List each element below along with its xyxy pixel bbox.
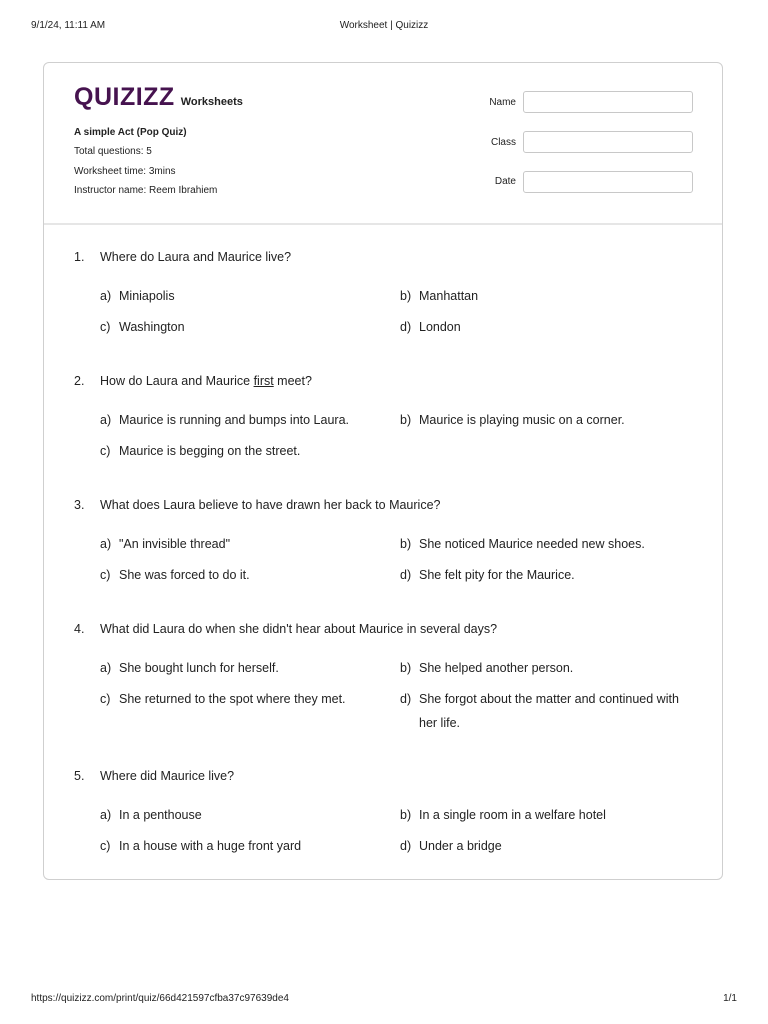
name-label: Name bbox=[489, 97, 516, 108]
option-text: In a penthouse bbox=[119, 808, 202, 822]
question-text: What does Laura believe to have drawn her back to Maurice? bbox=[100, 498, 441, 512]
option-text: She returned to the spot where they met. bbox=[119, 692, 346, 706]
option-c bbox=[100, 563, 390, 587]
option-d bbox=[400, 563, 700, 587]
print-page-count: 1/1 bbox=[723, 993, 737, 1004]
option-letter: a) bbox=[100, 537, 112, 551]
option-letter: a) bbox=[100, 661, 112, 675]
option-letter: d) bbox=[400, 568, 412, 582]
option-letter: a) bbox=[100, 289, 112, 303]
option-letter: d) bbox=[400, 839, 412, 853]
option-a bbox=[100, 408, 390, 432]
question-text-underlined: first bbox=[253, 374, 274, 388]
question-text: Where did Maurice live? bbox=[100, 769, 235, 783]
question-number: 3. bbox=[74, 498, 85, 512]
option-a bbox=[100, 656, 390, 680]
option-text: Manhattan bbox=[419, 289, 479, 303]
option-text: She felt pity for the Maurice. bbox=[419, 568, 575, 582]
question-text: What did Laura do when she didn't hear about Maurice in several days? bbox=[100, 622, 498, 636]
option-a bbox=[100, 532, 390, 556]
option-text: Maurice is running and bumps into Laura. bbox=[119, 413, 349, 427]
worksheet-header bbox=[44, 63, 722, 225]
option-text: In a house with a huge front yard bbox=[119, 839, 302, 853]
option-text: She was forced to do it. bbox=[119, 568, 250, 582]
option-b bbox=[400, 656, 700, 680]
option-a bbox=[100, 284, 390, 308]
option-d bbox=[400, 834, 700, 858]
brand bbox=[74, 83, 243, 112]
option-text: London bbox=[419, 320, 461, 334]
class-label: Class bbox=[490, 137, 516, 148]
option-a bbox=[100, 803, 390, 827]
option-text: She noticed Maurice needed new shoes. bbox=[419, 537, 645, 551]
option-b bbox=[400, 284, 700, 308]
option-letter: b) bbox=[400, 537, 412, 551]
option-b bbox=[400, 408, 700, 432]
question-text-before: How do Laura and Maurice bbox=[100, 374, 254, 388]
option-text: She forgot about the matter and continued with her life. bbox=[419, 692, 679, 730]
option-text: She bought lunch for herself. bbox=[119, 661, 279, 675]
print-url: https://quizizz.com/print/quiz/66d421597cfba37c97639de4 bbox=[31, 993, 289, 1004]
question-number: 4. bbox=[74, 622, 85, 636]
option-letter: b) bbox=[400, 808, 412, 822]
option-text: Maurice is begging on the street. bbox=[119, 444, 301, 458]
option-letter: b) bbox=[400, 289, 412, 303]
question-number: 2. bbox=[74, 374, 85, 388]
option-c bbox=[100, 439, 390, 463]
brand-suffix: Worksheets bbox=[180, 96, 243, 108]
option-text: Washington bbox=[119, 320, 185, 334]
option-letter: b) bbox=[400, 661, 412, 675]
print-datetime: 9/1/24, 11:11 AM bbox=[31, 20, 106, 31]
option-text: Miniapolis bbox=[119, 289, 175, 303]
question-text: Where do Laura and Maurice live? bbox=[100, 250, 292, 264]
option-letter: b) bbox=[400, 413, 412, 427]
question-text-after: meet? bbox=[273, 374, 312, 388]
option-letter: c) bbox=[100, 839, 111, 853]
instructor-name: Instructor name: Reem Ibrahiem bbox=[74, 185, 218, 196]
worksheet-card bbox=[43, 62, 723, 880]
question-number: 1. bbox=[74, 250, 85, 264]
class-field[interactable] bbox=[523, 131, 693, 153]
option-b bbox=[400, 803, 700, 827]
option-text: Under a bridge bbox=[419, 839, 502, 853]
option-letter: a) bbox=[100, 808, 112, 822]
option-text: "An invisible thread" bbox=[119, 537, 231, 551]
option-letter: d) bbox=[400, 320, 412, 334]
option-text: In a single room in a welfare hotel bbox=[419, 808, 606, 822]
option-letter: c) bbox=[100, 320, 111, 334]
option-letter: c) bbox=[100, 568, 111, 582]
name-field[interactable] bbox=[523, 91, 693, 113]
date-label: Date bbox=[494, 176, 516, 187]
option-c bbox=[100, 834, 390, 858]
worksheet-time: Worksheet time: 3mins bbox=[74, 166, 176, 177]
option-letter: c) bbox=[100, 444, 111, 458]
total-questions: Total questions: 5 bbox=[74, 146, 152, 157]
option-c bbox=[100, 315, 390, 339]
option-letter: c) bbox=[100, 692, 111, 706]
option-text: Maurice is playing music on a corner. bbox=[419, 413, 625, 427]
option-letter: d) bbox=[400, 692, 412, 706]
worksheet-title: A simple Act (Pop Quiz) bbox=[74, 127, 187, 138]
option-d bbox=[400, 315, 700, 339]
quizizz-logo: QUIZIZZ bbox=[74, 83, 175, 111]
option-letter: a) bbox=[100, 413, 112, 427]
option-text: She helped another person. bbox=[419, 661, 574, 675]
option-d bbox=[400, 687, 700, 735]
question-text bbox=[100, 374, 312, 388]
print-page-title: Worksheet | Quizizz bbox=[339, 20, 429, 31]
question-number: 5. bbox=[74, 769, 85, 783]
option-b bbox=[400, 532, 700, 556]
date-field[interactable] bbox=[523, 171, 693, 193]
option-c bbox=[100, 687, 390, 711]
